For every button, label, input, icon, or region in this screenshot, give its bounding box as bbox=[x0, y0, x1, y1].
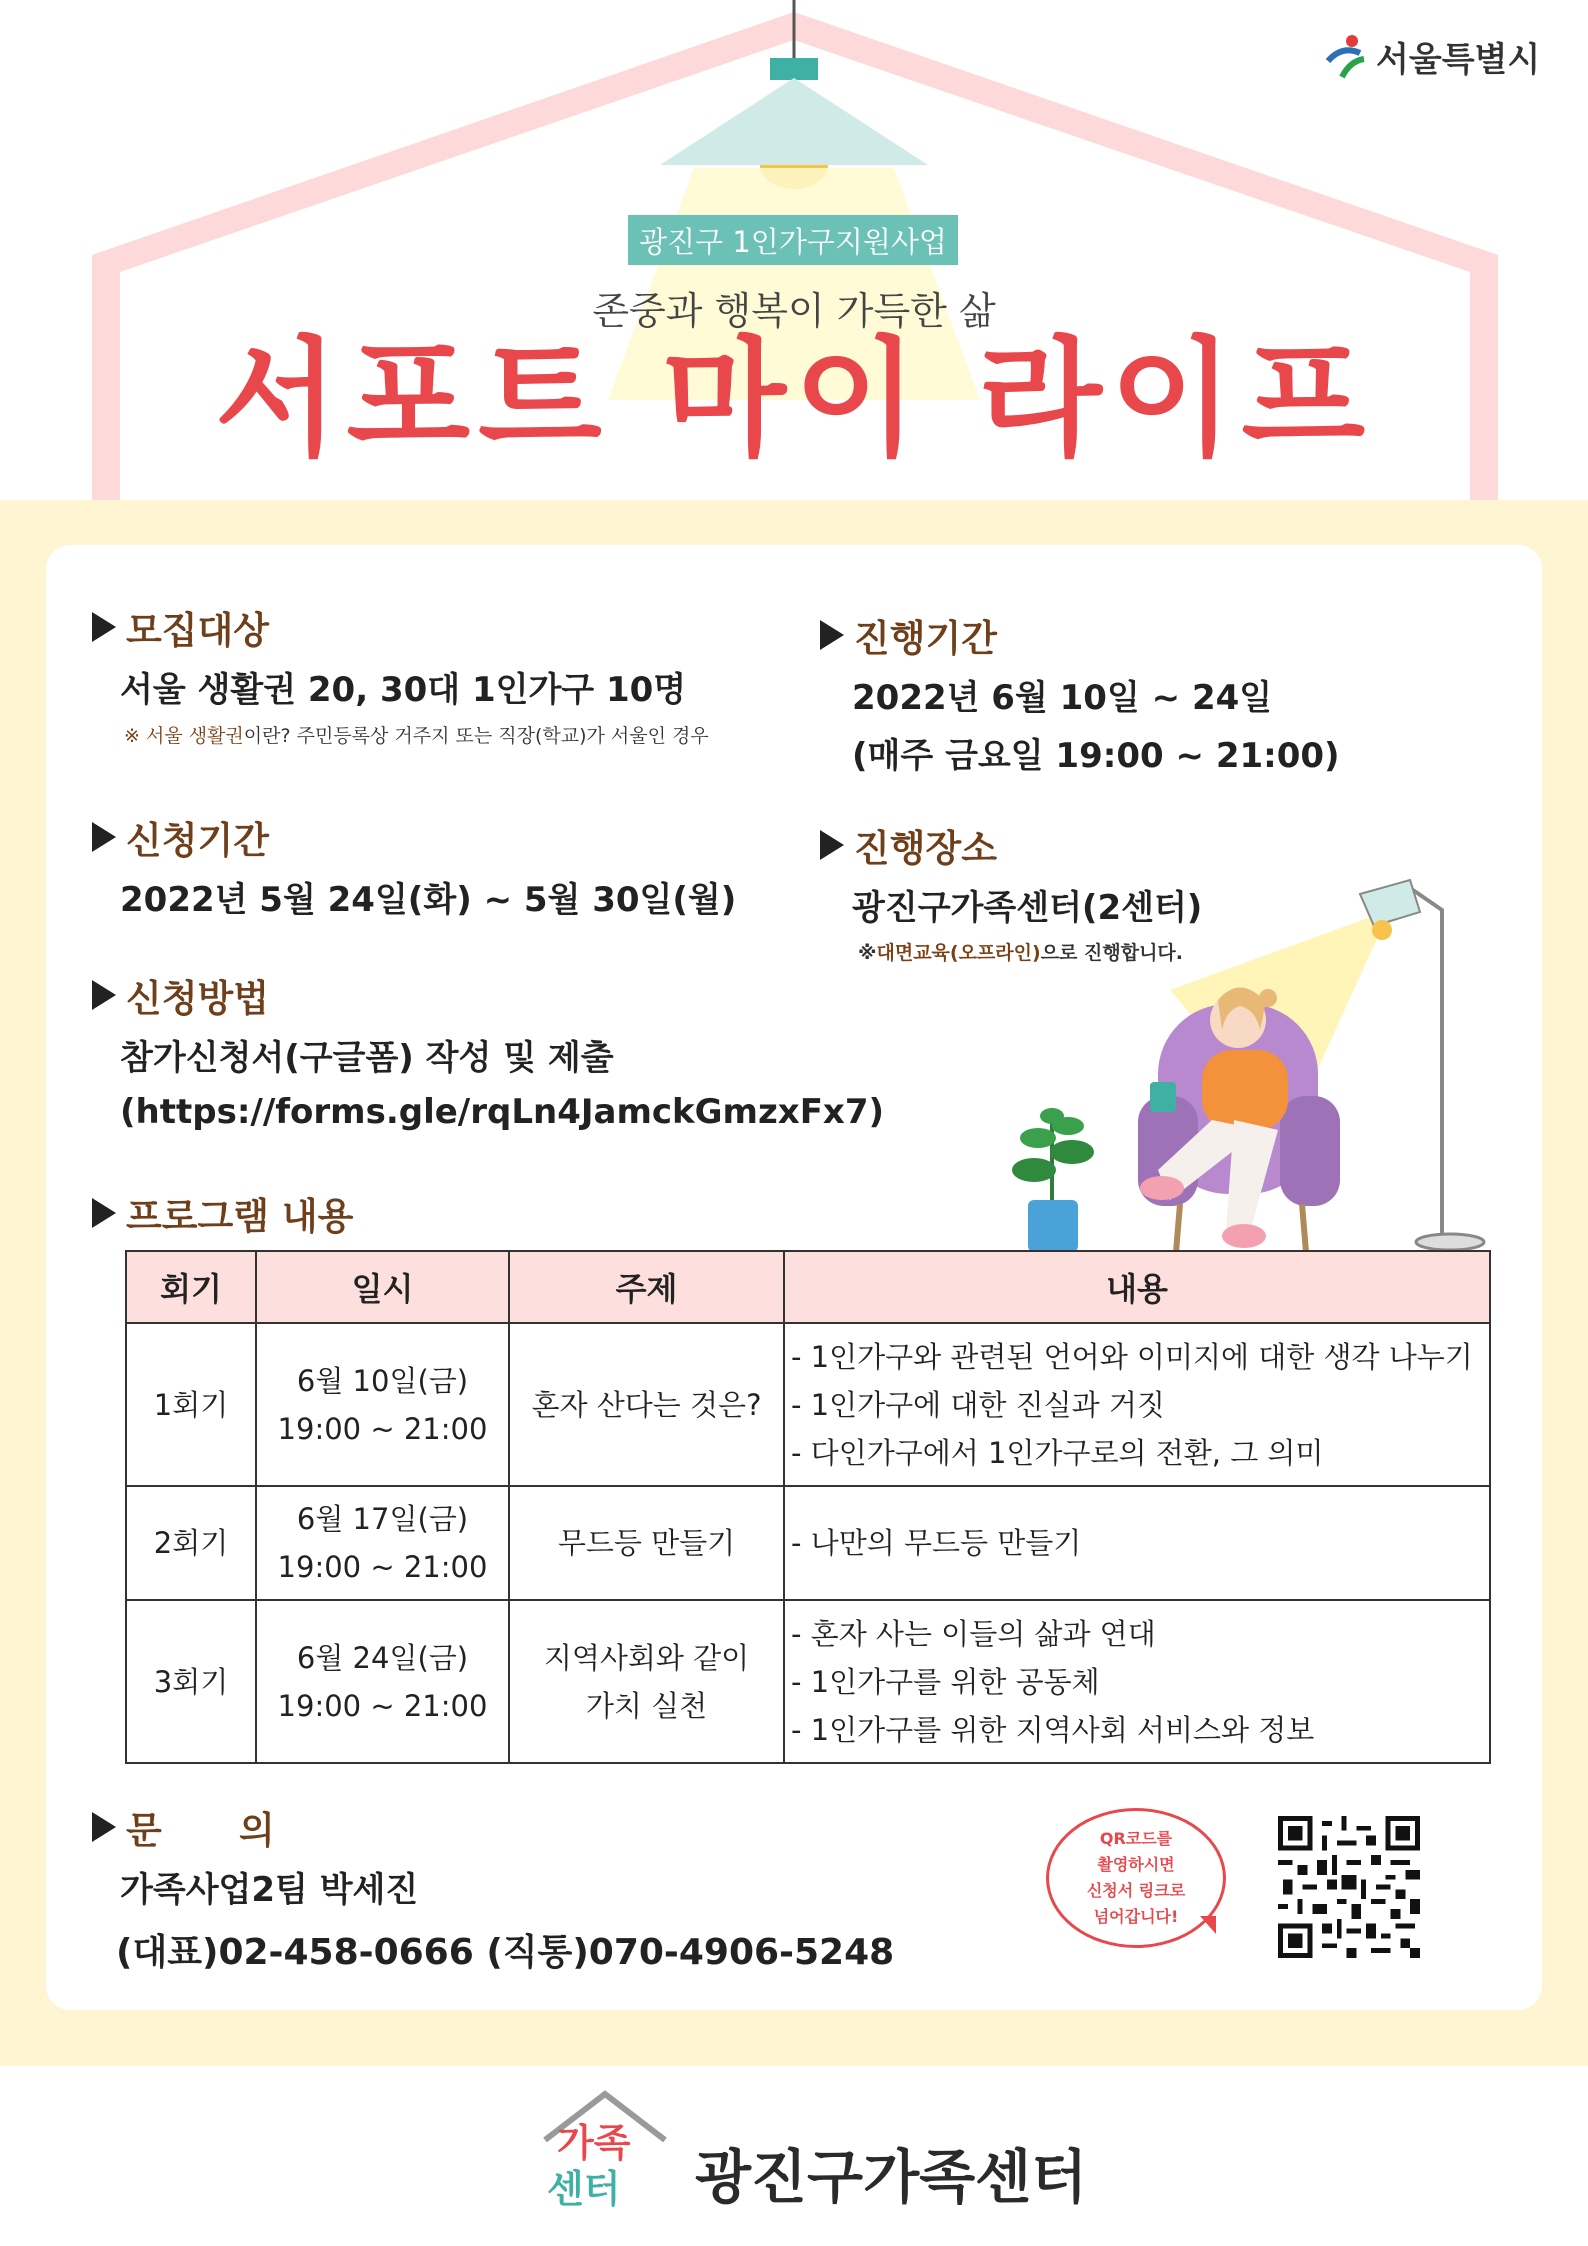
content-cell bbox=[784, 1486, 1490, 1600]
logo-text-bottom: 센터 bbox=[547, 2167, 621, 2210]
poster-subtitle: 존중과 행복이 가득한 삶 bbox=[592, 289, 996, 333]
date-text: 6월 17일(금) bbox=[296, 1502, 469, 1536]
content-cell bbox=[784, 1323, 1490, 1486]
program-table bbox=[125, 1250, 1491, 1764]
table-header-row bbox=[126, 1251, 1490, 1323]
apply-method-heading bbox=[92, 968, 269, 1022]
col-header-datetime: 일시 bbox=[256, 1251, 509, 1323]
family-center-logo bbox=[535, 2080, 675, 2210]
triangle-bullet-icon bbox=[92, 822, 116, 852]
qr-speech-bubble bbox=[1046, 1808, 1226, 1948]
time-text: 19:00 ~ 21:00 bbox=[277, 1688, 488, 1723]
date-text: 6월 10일(금) bbox=[296, 1363, 469, 1398]
triangle-bullet-icon bbox=[820, 830, 844, 860]
venue-note-prefix: ※ bbox=[858, 942, 877, 964]
venue-value: 광진구가족센터(2센터) bbox=[852, 888, 1203, 928]
datetime-cell bbox=[256, 1323, 509, 1486]
topic-line1: 혼자 산다는 것은? bbox=[531, 1387, 762, 1422]
apply-method-heading-label: 신청방법 bbox=[126, 977, 269, 1020]
topic-line1: 지역사회와 같이 bbox=[543, 1640, 750, 1675]
triangle-bullet-icon bbox=[92, 980, 116, 1010]
content-item: - 1인가구와 관련된 언어와 이미지에 대한 생각 나누기 bbox=[791, 1339, 1473, 1374]
content-item: - 나만의 무드등 만들기 bbox=[791, 1526, 1082, 1560]
content-item: - 다인가구에서 1인가구로의 전환, 그 의미 bbox=[791, 1435, 1324, 1470]
table-row bbox=[126, 1486, 1490, 1600]
period-line1: 2022년 6월 10일 ~ 24일 bbox=[852, 678, 1273, 718]
venue-note-rest: 으로 진행합니다. bbox=[1040, 942, 1183, 964]
table-row bbox=[126, 1323, 1490, 1486]
recruit-value: 서울 생활권 20, 30대 1인가구 10명 bbox=[120, 670, 687, 710]
apply-period-value: 2022년 5월 24일(화) ~ 5월 30일(월) bbox=[120, 880, 737, 920]
content-item: - 혼자 사는 이들의 삶과 연대 bbox=[791, 1616, 1156, 1651]
topic-cell bbox=[509, 1323, 784, 1486]
triangle-bullet-icon bbox=[820, 620, 844, 650]
recruit-heading-label: 모집대상 bbox=[126, 609, 269, 652]
qr-bubble-line: QR코드를 bbox=[1099, 1829, 1173, 1848]
seoul-logo-icon bbox=[1322, 31, 1368, 81]
apply-form-link[interactable]: (https://forms.gle/rqLn4JamckGmzxFx7) bbox=[120, 1092, 885, 1132]
recruit-note bbox=[124, 721, 709, 748]
bubble-tail-icon bbox=[1200, 1916, 1216, 1934]
table-row bbox=[126, 1600, 1490, 1763]
program-heading-label: 프로그램 내용 bbox=[126, 1195, 354, 1238]
period-heading-label: 진행기간 bbox=[854, 617, 997, 660]
qr-bubble-line: 신청서 링크로 bbox=[1086, 1881, 1186, 1900]
seoul-city-logo bbox=[1322, 26, 1540, 86]
qr-bubble-line: 촬영하시면 bbox=[1097, 1855, 1175, 1874]
triangle-bullet-icon bbox=[92, 1198, 116, 1228]
footer-org-name: 광진구가족센터 bbox=[695, 2143, 1088, 2211]
venue-note-accent: 대면교육(오프라인) bbox=[876, 942, 1041, 964]
contact-phones: (대표)02-458-0666 (직통)070-4906-5248 bbox=[116, 1932, 895, 1973]
qr-bubble-line: 넘어갑니다! bbox=[1093, 1907, 1179, 1926]
venue-heading bbox=[820, 818, 997, 872]
col-header-session: 회기 bbox=[126, 1251, 256, 1323]
poster-title: 서포트 마이 라이프 bbox=[214, 325, 1374, 474]
col-header-topic: 주제 bbox=[509, 1251, 784, 1323]
datetime-cell bbox=[256, 1600, 509, 1763]
datetime-cell bbox=[256, 1486, 509, 1600]
session-cell: 2회기 bbox=[126, 1486, 256, 1600]
seoul-logo-text: 서울특별시 bbox=[1376, 39, 1541, 80]
contact-heading-label: 문 의 bbox=[126, 1809, 275, 1852]
apply-period-heading-label: 신청기간 bbox=[126, 819, 269, 862]
venue-heading-label: 진행장소 bbox=[854, 827, 997, 870]
qr-code-icon[interactable] bbox=[1278, 1816, 1420, 1958]
topic-line1: 무드등 만들기 bbox=[557, 1526, 736, 1560]
topic-cell bbox=[509, 1600, 784, 1763]
content-item: - 1인가구에 대한 진실과 거짓 bbox=[791, 1387, 1165, 1422]
recruit-heading bbox=[92, 600, 269, 654]
content-item: - 1인가구를 위한 지역사회 서비스와 정보 bbox=[791, 1712, 1315, 1747]
session-cell: 3회기 bbox=[126, 1600, 256, 1763]
time-text: 19:00 ~ 21:00 bbox=[277, 1411, 488, 1446]
logo-text-top: 가족 bbox=[557, 2121, 631, 2165]
topic-line2: 가치 실천 bbox=[585, 1688, 708, 1723]
recruit-note-prefix: ※ 서울 생활권 bbox=[124, 725, 244, 747]
woman-in-armchair-illustration bbox=[990, 870, 1510, 1270]
topic-cell bbox=[509, 1486, 784, 1600]
triangle-bullet-icon bbox=[92, 612, 116, 642]
program-badge: 광진구 1인가구지원사업 bbox=[628, 215, 958, 265]
content-cell bbox=[784, 1600, 1490, 1763]
contact-name: 가족사업2팀 박세진 bbox=[120, 1870, 419, 1910]
period-heading bbox=[820, 608, 997, 662]
program-heading bbox=[92, 1186, 353, 1240]
apply-method-line1: 참가신청서(구글폼) 작성 및 제출 bbox=[120, 1038, 614, 1078]
col-header-content: 내용 bbox=[784, 1251, 1490, 1323]
recruit-note-rest: 이란? 주민등록상 거주지 또는 직장(학교)가 서울인 경우 bbox=[243, 725, 709, 747]
period-line2: (매주 금요일 19:00 ~ 21:00) bbox=[852, 736, 1340, 776]
apply-period-heading bbox=[92, 810, 269, 864]
session-cell: 1회기 bbox=[126, 1323, 256, 1486]
contact-heading bbox=[92, 1800, 275, 1854]
triangle-bullet-icon bbox=[92, 1812, 116, 1842]
time-text: 19:00 ~ 21:00 bbox=[277, 1550, 488, 1584]
content-item: - 1인가구를 위한 공동체 bbox=[791, 1664, 1100, 1699]
date-text: 6월 24일(금) bbox=[296, 1640, 469, 1675]
